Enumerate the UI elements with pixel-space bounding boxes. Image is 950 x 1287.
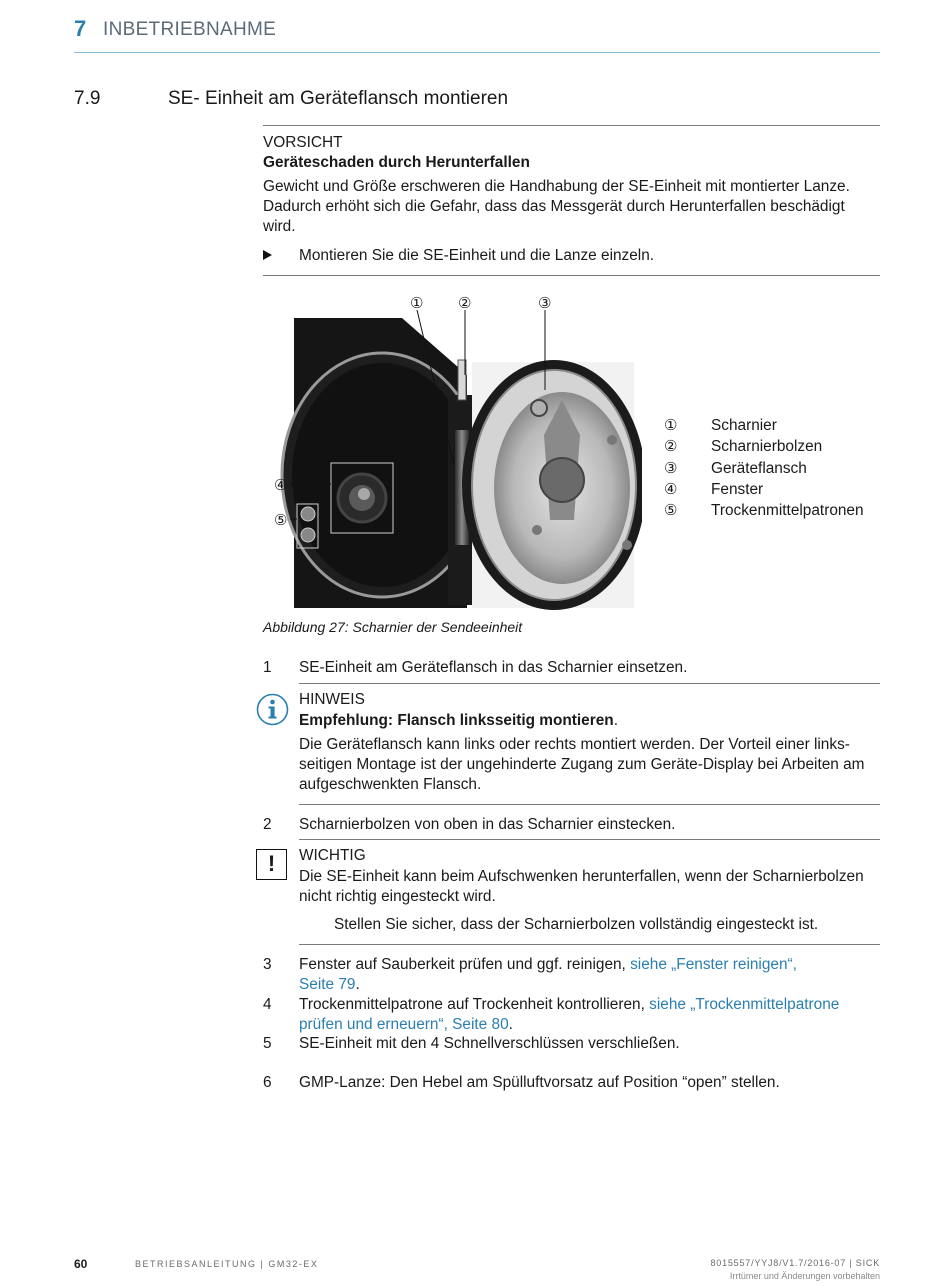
footer-ref: 8015557/YYJ8/V1.7/2016-07 | SICK [710, 1258, 880, 1268]
step-text-1: SE-Einheit am Geräteflansch in das Scharnier einsetzen. [299, 659, 688, 676]
legend-label-2: Scharnierbolzen [711, 438, 823, 455]
note-heading: Empfehlung: Flansch linksseitig montieren [299, 712, 614, 729]
note-text-line-1: Die Geräteflansch kann links oder rechts montiert werden. Der Vorteil einer links- [299, 736, 850, 753]
link-seite-79[interactable]: Seite 79 [299, 976, 356, 993]
step-text-3-end: . [355, 976, 360, 993]
important-label: WICHTIG [299, 847, 366, 864]
important-text-line-1: Die SE-Einheit kann beim Aufschwenken herunterfallen, wenn der Scharnierbolzen [299, 868, 864, 885]
figure-caption: Abbildung 27: Scharnier der Sendeeinheit [263, 619, 523, 635]
caution-action: Montieren Sie die SE-Einheit und die Lanze einzeln. [299, 247, 655, 264]
legend-symbol-5: ⑤ [664, 502, 678, 519]
header-divider [74, 52, 880, 53]
action-arrow-icon [263, 250, 272, 260]
note-text-line-2: seitigen Montage ist der ungehinderte Zugang zum Geräte-Display bei Arbeiten am [299, 756, 865, 773]
step-text-2: Scharnierbolzen von oben in das Scharnier einstecken. [299, 816, 676, 833]
section-number: 7.9 [74, 88, 101, 109]
caution-text-line-3: wird. [263, 218, 296, 235]
legend-symbol-3: ③ [664, 460, 678, 477]
exclamation-icon: ! [256, 849, 287, 880]
footer-disclaimer: Irrtümer und Änderungen vorbehalten [729, 1271, 880, 1281]
legend-symbol-1: ① [664, 417, 678, 434]
callout-3: ③ [538, 295, 552, 312]
important-bottom-rule [299, 944, 880, 945]
step-number-6: 6 [263, 1074, 272, 1091]
note-text-line-3: aufgeschwenkten Flansch. [299, 776, 482, 793]
page-number: 60 [74, 1257, 88, 1271]
step-text-4: Trockenmittelpatrone auf Trockenheit kontrollieren, [299, 996, 650, 1013]
legend-symbol-2: ② [664, 438, 678, 455]
step-text-5: SE-Einheit mit den 4 Schnellverschlüssen verschließen. [299, 1035, 680, 1052]
link-fenster-reinigen[interactable]: siehe „Fenster reinigen“, [630, 956, 797, 973]
step-text-3: Fenster auf Sauberkeit prüfen und ggf. reinigen, [299, 956, 631, 973]
callout-4: ④ [274, 477, 288, 494]
important-action: Stellen Sie sicher, dass der Scharnierbolzen vollständig eingesteckt ist. [334, 916, 819, 933]
callout-2: ② [458, 295, 472, 312]
legend-symbol-4: ④ [664, 481, 678, 498]
callout-5: ⑤ [274, 512, 288, 529]
step-text-6: GMP-Lanze: Den Hebel am Spülluftvorsatz auf Position “open” stellen. [299, 1074, 780, 1091]
important-top-rule [299, 839, 880, 840]
callout-1: ① [410, 295, 424, 312]
caution-label: VORSICHT [263, 134, 343, 151]
legend-label-5: Trockenmittelpatronen [711, 502, 864, 519]
step-number-5: 5 [263, 1035, 272, 1052]
link-seite-80[interactable]: prüfen und erneuern“, Seite 80 [299, 1016, 509, 1033]
info-icon [256, 693, 289, 726]
step-text-4-end: . [508, 1016, 513, 1033]
caution-text-line-1: Gewicht und Größe erschweren die Handhabung der SE-Einheit mit montierter Lanze. [263, 178, 850, 195]
step-number-3: 3 [263, 956, 272, 973]
step-number-2: 2 [263, 816, 272, 833]
note-top-rule [299, 683, 880, 684]
caution-bottom-rule [263, 275, 880, 276]
chapter-title: INBETRIEBNAHME [103, 19, 277, 40]
footer-doc: BETRIEBSANLEITUNG | GM32-EX [135, 1259, 319, 1269]
section-title: SE- Einheit am Geräteflansch montieren [168, 88, 509, 109]
legend-label-4: Fenster [711, 481, 764, 498]
caution-heading: Geräteschaden durch Herunterfallen [263, 154, 530, 171]
caution-top-rule [263, 125, 880, 126]
hinge-photo [262, 290, 642, 615]
legend-label-1: Scharnier [711, 417, 777, 434]
important-text-line-2: nicht richtig eingesteckt wird. [299, 888, 496, 905]
step-number-1: 1 [263, 659, 272, 676]
legend-label-3: Geräteflansch [711, 460, 807, 477]
note-bottom-rule [299, 804, 880, 805]
note-label: HINWEIS [299, 691, 365, 708]
note-heading-end: . [613, 712, 618, 729]
caution-text-line-2: Dadurch erhöht sich die Gefahr, dass das Messgerät durch Herunterfallen beschädigt [263, 198, 845, 215]
link-trockenmittelpatrone[interactable]: siehe „Trockenmittelpatrone [649, 996, 840, 1013]
chapter-number: 7 [74, 16, 87, 41]
step-number-4: 4 [263, 996, 272, 1013]
